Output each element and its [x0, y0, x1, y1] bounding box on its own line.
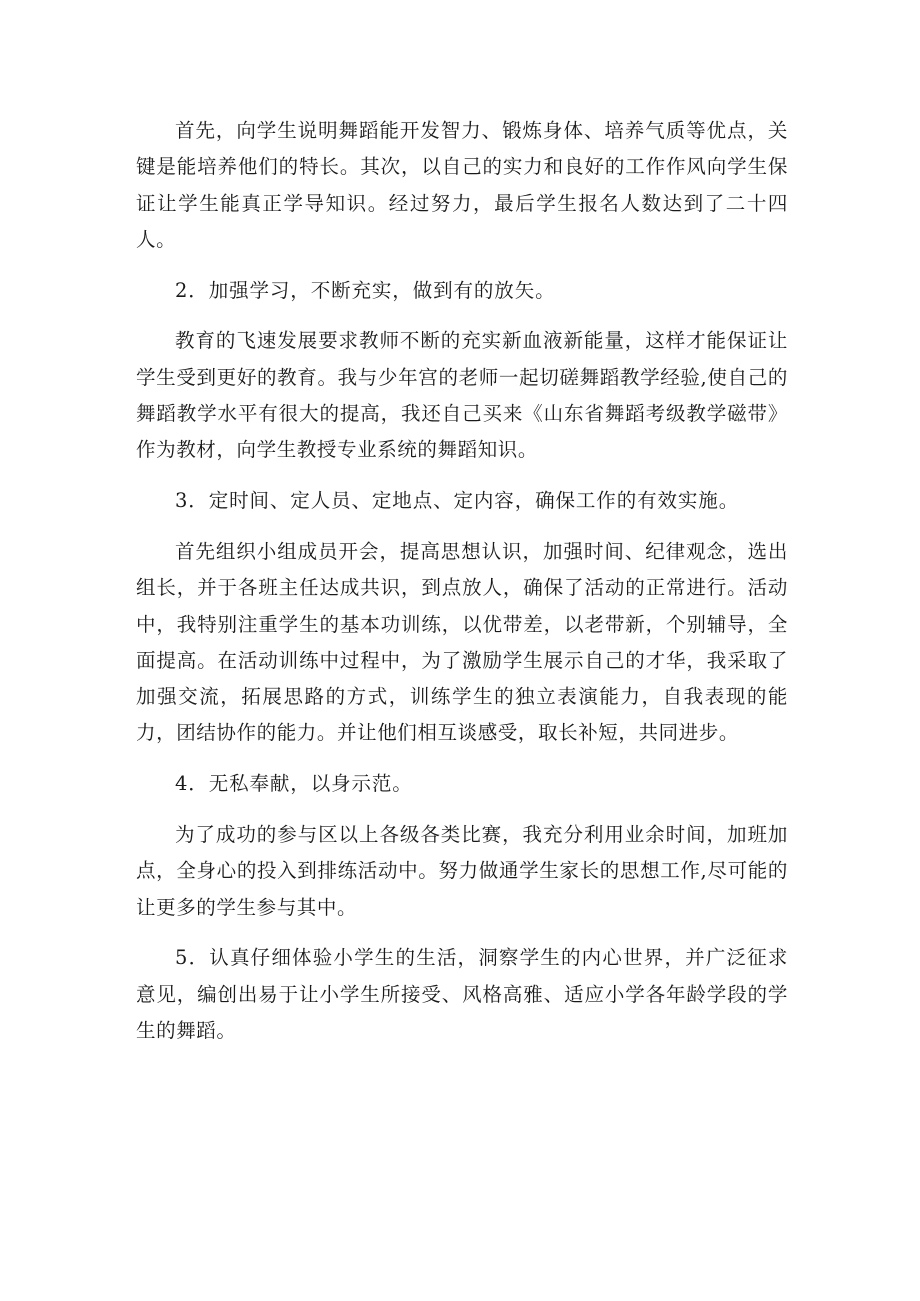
- section-heading-4: 4．无私奉献，以身示范。: [175, 772, 413, 796]
- section-heading-3: 3．定时间、定人员、定地点、定内容，确保工作的有效实施。: [175, 489, 740, 513]
- section-heading-5: 5．认真仔细体验小学生的生活，洞察学生的内心世界，并广泛征求意见，编创出易于让小学生所接受、风格高雅、适应小学各年龄学段的学生的舞蹈。: [136, 946, 788, 1043]
- section-heading-2: 2．加强学习，不断充实，做到有的放矢。: [175, 278, 556, 302]
- paragraph-study: 教育的飞速发展要求教师不断的充实新血液新能量，这样才能保证让学生受到更好的教育。我与少年宫的老师一起切磋舞蹈教学经验,使自己的舞蹈教学水平有很大的提高，我还自己买来《山东省舞蹈考级教学磁带》作为教材，向学生教授专业系统的舞蹈知识。: [136, 329, 788, 462]
- paragraph-dedication: 为了成功的参与区以上各级各类比赛，我充分利用业余时间，加班加点，全身心的投入到排练活动中。努力做通学生家长的思想工作,尽可能的让更多的学生参与其中。: [136, 823, 788, 919]
- paragraph-intro: 首先，向学生说明舞蹈能开发智力、锻炼身体、培养气质等优点，关键是能培养他们的特长。其次，以自己的实力和良好的工作作风向学生保证让学生能真正学导知识。经过努力，最后学生报名人数达到了二十四人。: [136, 119, 788, 251]
- paragraph-organization: 首先组织小组成员开会，提高思想认识，加强时间、纪律观念，选出组长，并于各班主任达成共识，到点放人，确保了活动的正常进行。活动中，我特别注重学生的基本功训练，以优带差，以老带新，个别辅导，全面提高。在活动训练中过程中，为了激励学生展示自己的才华，我采取了加强交流，拓展思路的方式，训练学生的独立表演能力，自我表现的能力，团结协作的能力。并让他们相互谈感受，取长补短，共同进步。: [136, 539, 788, 745]
- document-body: [136, 113, 788, 1064]
